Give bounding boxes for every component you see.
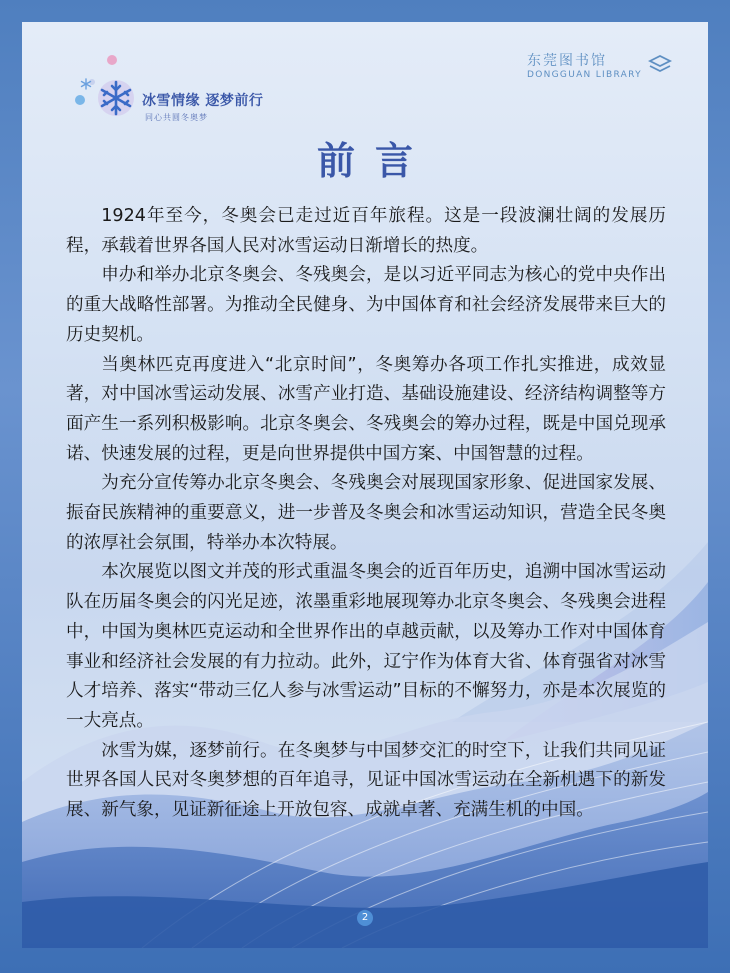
- paragraph: 本次展览以图文并茂的形式重温冬奥会的近百年历史，追溯中国冰雪运动队在历届冬奥会的闪光足迹，浓墨重彩地展现筹办北京冬奥会、冬残奥会进程中，中国为奥林匹克运动和全世界作出的卓越贡献，以及筹办工作对中国体育事业和经济社会发展的有力拉动。此外，辽宁作为体育大省、体育强省对冰雪人才培养、落实“带动三亿人参与冰雪运动”目标的不懈努力，亦是本次展览的一大亮点。: [66, 562, 666, 731]
- logo-subtitle: 同心共圆冬奥梦: [145, 113, 208, 122]
- preface-body: [66, 202, 666, 826]
- snowflake-logo-icon: [70, 52, 140, 127]
- library-name-cn: 东莞图书馆: [527, 53, 607, 69]
- content-panel: [22, 22, 708, 948]
- event-logo: [70, 52, 280, 132]
- paragraph: 1924年至今，冬奥会已走过近百年旅程。这是一段波澜壮阔的发展历程，承载着世界各国人民对冰雪运动日渐增长的热度。: [66, 206, 666, 256]
- page-title: 前言: [316, 139, 433, 183]
- library-logo: [527, 50, 687, 100]
- library-logo-icon: [647, 52, 673, 78]
- paragraph: 为充分宣传筹办北京冬奥会、冬残奥会对展现国家形象、促进国家发展、振奋民族精神的重要意义，进一步普及冬奥会和冰雪运动知识，营造全民冬奥的浓厚社会氛围，特举办本次特展。: [66, 473, 666, 553]
- page-number: 2: [357, 910, 373, 926]
- paragraph: 当奥林匹克再度进入“北京时间”，冬奥筹办各项工作扎实推进，成效显著，对中国冰雪运动发展、冰雪产业打造、基础设施建设、经济结构调整等方面产生一系列积极影响。北京冬奥会、冬残奥会的筹办过程，既是中国兑现承诺、快速发展的过程，更是向世界提供中国方案、中国智慧的过程。: [66, 354, 666, 464]
- logo-title: 冰雪情缘 逐梦前行: [142, 93, 264, 109]
- paragraph: 冰雪为媒，逐梦前行。在冬奥梦与中国梦交汇的时空下，让我们共同见证世界各国人民对冬奥梦想的百年追寻，见证中国冰雪运动在全新机遇下的新发展、新气象，见证新征途上开放包容、成就卓著、充满生机的中国。: [66, 740, 666, 821]
- library-name-en: DONGGUAN LIBRARY: [527, 70, 642, 80]
- paragraph: 申办和举办北京冬奥会、冬残奥会，是以习近平同志为核心的党中央作出的重大战略性部署。为推动全民健身、为中国体育和社会经济发展带来巨大的历史契机。: [66, 265, 666, 345]
